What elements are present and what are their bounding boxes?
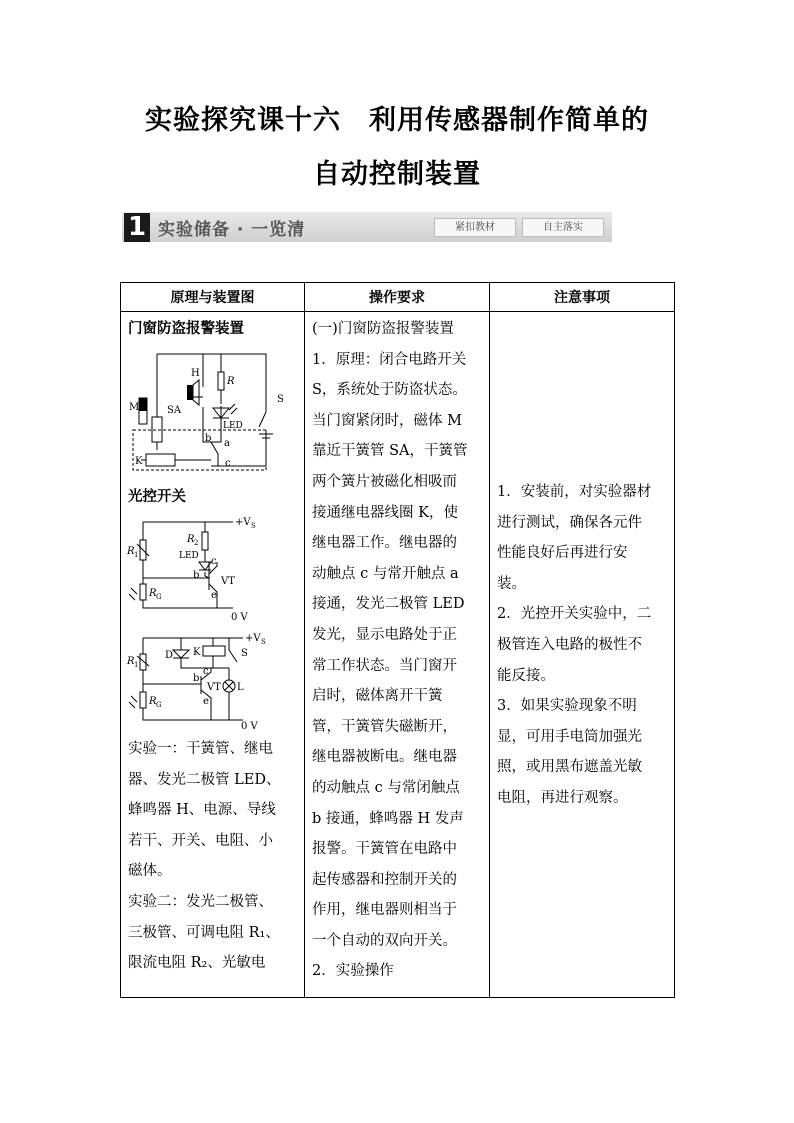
banner-button-textbook[interactable]: 紧扣教材	[434, 218, 516, 237]
text-line: 3．如果实验现象不明	[497, 698, 637, 715]
c2-label-rg: R	[149, 588, 157, 599]
notes-cell	[490, 312, 675, 998]
relay-light-circuit-diagram	[121, 628, 303, 732]
c2-label-vs: +V	[235, 517, 251, 528]
c3-label-vs: +V	[245, 633, 261, 644]
text-line: 接通继电器线圈 K，使	[312, 504, 458, 521]
notes-text	[490, 312, 674, 814]
text-line: 接通，发光二极管 LED	[312, 596, 465, 613]
header-operation: 操作要求	[305, 283, 490, 312]
c3-label-s: S	[241, 648, 248, 659]
alarm-heading: 门窗防盗报警装置	[128, 321, 244, 337]
c3-label-r1-sub: 1	[134, 661, 139, 669]
label-r: R	[227, 376, 235, 387]
c2-label-e: e	[211, 590, 217, 601]
text-line: 作用，继电器则相当于	[312, 902, 457, 919]
c3-label-d: D	[165, 650, 174, 661]
text-line: 装。	[497, 575, 526, 592]
text-line: 管，干簧管失磁断开，	[312, 718, 457, 735]
text-line: 若干、开关、电阻、小	[128, 832, 273, 849]
text-line: 进行测试，确保各元件	[497, 514, 642, 531]
text-line: 的动触点 c 与常闭触点	[312, 779, 460, 796]
banner-title: 实验储备 · 一览清	[158, 220, 306, 240]
c2-label-r2-sub: 2	[194, 539, 199, 547]
text-line: 一个自动的双向开关。	[312, 932, 457, 949]
page-title-line2: 自动控制装置	[313, 159, 481, 190]
c3-label-vs-sub: S	[261, 638, 266, 646]
c3-label-r1: R	[127, 656, 135, 667]
light-switch-circuit-diagram	[121, 512, 303, 624]
text-line: 当门窗紧闭时，磁体 M	[312, 412, 462, 429]
text-line: 照，或用黑布遮盖光敏	[497, 759, 642, 776]
header-principle: 原理与装置图	[121, 283, 305, 312]
c2-label-c: c	[211, 556, 217, 567]
c2-label-b: b	[193, 570, 200, 581]
c2-label-r1-sub: 1	[134, 551, 139, 559]
banner-button-self-study[interactable]: 自主落实	[522, 218, 604, 237]
text-line: 性能良好后再进行安	[497, 545, 628, 562]
c2-label-vs-sub: S	[251, 522, 256, 530]
label-s: S	[277, 394, 284, 405]
c2-label-r2: R	[187, 534, 195, 545]
text-line: 限流电阻 R₂、光敏电	[128, 955, 266, 972]
c3-label-rg-sub: G	[156, 701, 162, 709]
alarm-circuit-diagram	[121, 342, 303, 482]
label-c: c	[225, 458, 231, 469]
text-line: 三极管、可调电阻 R₁、	[128, 924, 280, 941]
label-a: a	[224, 438, 230, 449]
text-line: 两个簧片被磁化相吸而	[312, 473, 457, 490]
text-line: (一)门窗防盗报警装置	[312, 321, 454, 337]
text-line: 启时，磁体离开干簧	[312, 688, 443, 705]
experiment-table	[120, 282, 675, 998]
text-line: 实验一：干簧管、继电	[128, 741, 273, 757]
operation-text	[305, 312, 489, 987]
label-b: b	[205, 433, 212, 444]
text-line: 2．光控开关实验中，二	[497, 606, 652, 623]
c2-label-vt: VT	[221, 576, 235, 587]
text-line: 报警。干簧管在电路中	[312, 841, 457, 858]
c2-label-rg-sub: G	[156, 593, 162, 601]
operation-cell	[305, 312, 490, 998]
principle-cell	[121, 312, 305, 998]
text-line: 靠近干簧管 SA，干簧管	[312, 443, 468, 460]
text-line: 极管连入电路的极性不	[497, 636, 642, 653]
text-line: 发光，显示电路处于正	[312, 626, 457, 643]
text-line: 器、发光二极管 LED、	[128, 771, 281, 788]
text-line: 继电器被断电。继电器	[312, 749, 457, 766]
text-line: 1．原理：闭合电路开关	[312, 351, 467, 368]
text-line: 常工作状态。当门窗开	[312, 657, 457, 674]
label-h: H	[191, 368, 200, 379]
c3-label-l: L	[237, 682, 244, 693]
c3-label-b: b	[193, 673, 200, 684]
text-line: 2．实验操作	[312, 963, 394, 980]
text-line: 蜂鸣器 H、电源、导线	[128, 802, 276, 819]
c2-label-r1: R	[127, 546, 135, 557]
banner-number: 1	[124, 213, 150, 242]
c2-label-led: LED	[179, 551, 199, 561]
c3-label-k: K	[193, 647, 201, 658]
text-line: S，系统处于防盗状态。	[312, 382, 467, 399]
text-line: 能反接。	[497, 667, 555, 684]
text-line: 电阻，再进行观察。	[497, 789, 628, 806]
c3-label-rg: R	[149, 696, 157, 707]
section-banner	[122, 212, 612, 242]
text-line: 磁体。	[128, 863, 172, 880]
text-line: 实验二：发光二极管、	[128, 893, 273, 910]
materials-text	[121, 732, 304, 979]
text-line: b 接通，蜂鸣器 H 发声	[312, 810, 464, 827]
c3-label-e: e	[203, 696, 209, 707]
text-line: 显，可用手电筒加强光	[497, 728, 642, 745]
c3-label-vt: VT	[207, 682, 221, 693]
page-title-line1: 实验探究课十六 利用传感器制作简单的	[145, 105, 649, 136]
c2-label-0v: 0 V	[231, 612, 248, 623]
text-line: 动触点 c 与常开触点 a	[312, 565, 459, 582]
label-m: M	[129, 402, 140, 413]
label-led: LED	[223, 421, 243, 431]
text-line: 继电器工作。继电器的	[312, 535, 457, 552]
label-sa: SA	[167, 405, 182, 416]
label-k: K	[135, 456, 143, 467]
c3-label-c: c	[203, 666, 209, 677]
text-line: 起传感器和控制开关的	[312, 871, 457, 888]
header-notes: 注意事项	[490, 283, 675, 312]
text-line: 1．安装前，对实验器材	[497, 484, 652, 500]
light-switch-heading: 光控开关	[128, 489, 186, 505]
c3-label-0v: 0 V	[241, 721, 258, 732]
